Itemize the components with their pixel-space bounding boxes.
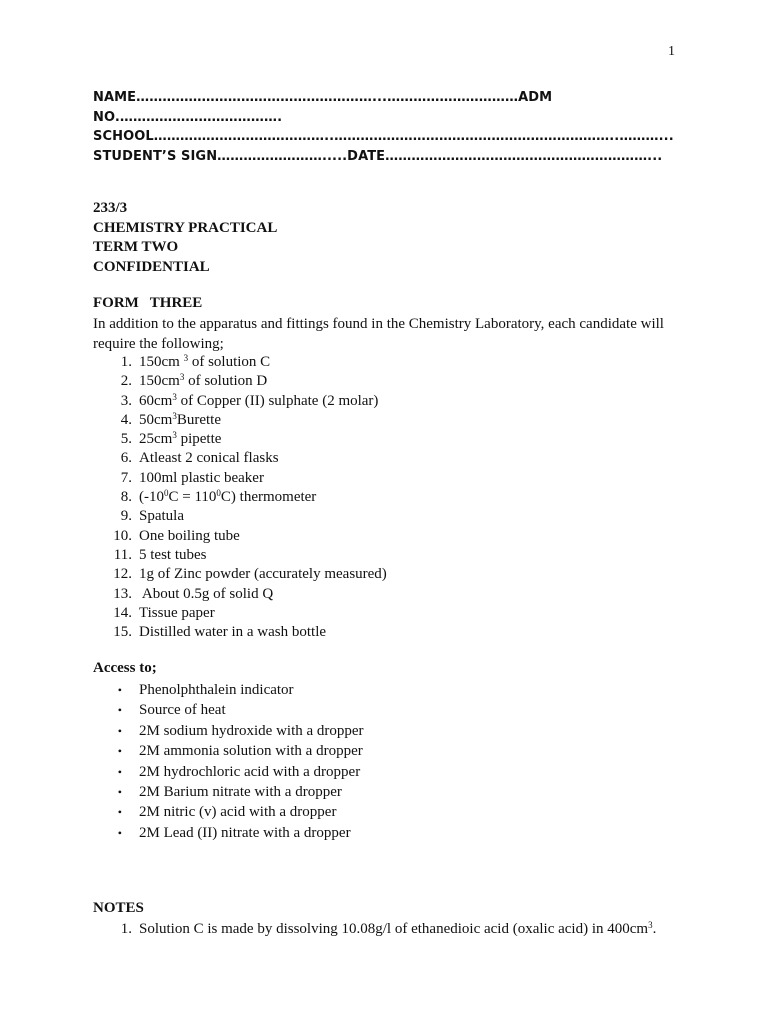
- superscript: 3: [172, 410, 177, 421]
- item-text: [139, 920, 656, 940]
- list-item: [93, 721, 364, 741]
- intro-paragraph: In addition to the apparatus and fittings found in the Chemistry Laboratory, each candidate will require the following;: [93, 316, 664, 352]
- access-item-text: Source of heat: [139, 702, 226, 719]
- item-number: 15.: [113, 624, 132, 641]
- item-text: [139, 488, 316, 507]
- item-text-part: of solution D: [184, 373, 268, 390]
- access-item-text: 2M nitric (v) acid with a dropper: [139, 804, 337, 821]
- adm-no-line: NO.……………………………….: [93, 109, 283, 125]
- item-number: 2.: [120, 373, 132, 390]
- list-item: [93, 353, 387, 372]
- bullet-icon: •: [117, 805, 122, 820]
- item-text-part: Atleast 2 conical flasks: [139, 450, 279, 467]
- item-text: [139, 353, 270, 372]
- item-number: 9.: [120, 508, 132, 525]
- item-number: 10.: [113, 527, 132, 544]
- item-text-part: of solution C: [188, 354, 271, 370]
- list-item: [93, 604, 387, 623]
- superscript: 3: [183, 353, 189, 363]
- bullet-icon: •: [117, 764, 122, 779]
- item-text-part: 50cm: [139, 411, 173, 428]
- item-number: 11.: [113, 546, 132, 563]
- superscript: 0: [164, 488, 169, 499]
- list-item: [93, 392, 387, 411]
- item-number: 12.: [113, 566, 132, 583]
- item-text-part: of Copper (II) sulphate (2 molar): [176, 392, 379, 409]
- list-item: [93, 565, 387, 584]
- item-text: [139, 604, 215, 623]
- access-item-text: 2M ammonia solution with a dropper: [139, 743, 363, 760]
- item-number: 7.: [120, 469, 132, 486]
- superscript: 3: [179, 372, 185, 383]
- item-text: [139, 469, 264, 488]
- item-text-part: Tissue paper: [139, 604, 215, 621]
- item-text-part: 25cm: [139, 431, 173, 448]
- item-text-part: Burette: [176, 411, 221, 428]
- item-number: 14.: [113, 604, 132, 621]
- item-number: 1.: [120, 354, 132, 370]
- item-text-part: 60cm: [139, 392, 173, 409]
- bullet-icon: •: [117, 744, 122, 759]
- item-text: [139, 372, 267, 391]
- item-number: 5.: [120, 431, 132, 448]
- student-details-form: [93, 88, 674, 166]
- item-text-part: 1g of Zinc powder (accurately measured): [139, 566, 387, 583]
- superscript: 3: [172, 430, 177, 441]
- superscript: 0: [216, 488, 221, 499]
- item-number: 6.: [120, 450, 132, 467]
- superscript: 3: [648, 920, 653, 930]
- list-item: [93, 430, 387, 449]
- item-text-part: Spatula: [139, 508, 184, 525]
- access-item-text: 2M hydrochloric acid with a dropper: [139, 763, 361, 780]
- list-item: [93, 802, 364, 822]
- school-line: SCHOOL…………………………………..………………………………………………………..………...: [93, 129, 674, 144]
- superscript: 3: [172, 391, 177, 402]
- item-text-part: 150cm: [139, 373, 180, 390]
- bullet-icon: •: [117, 785, 122, 800]
- list-item: [93, 680, 364, 700]
- item-text-part: Solution C is made by dissolving 10.08g/l of ethanedioic acid (oxalic acid) in 400cm: [139, 921, 649, 937]
- item-number: 3.: [120, 392, 132, 409]
- list-item: [93, 411, 387, 430]
- list-item: [93, 741, 364, 761]
- item-text-part: 5 test tubes: [139, 546, 207, 563]
- page-number: 1: [668, 44, 675, 59]
- access-item-text: Phenolphthalein indicator: [139, 682, 294, 698]
- item-text-part: One boiling tube: [139, 527, 240, 544]
- paper-code: 233/3: [93, 200, 128, 216]
- requirements-list: [93, 353, 387, 642]
- item-text: [139, 527, 240, 546]
- bullet-icon: •: [117, 703, 122, 718]
- name-adm-line: NAME………………………………………………...…………………………ADM: [93, 90, 553, 105]
- paper-term: TERM TWO: [93, 239, 179, 255]
- list-item: [93, 469, 387, 488]
- paper-subject: CHEMISTRY PRACTICAL: [93, 219, 278, 236]
- item-text: [139, 585, 273, 604]
- bullet-icon: •: [117, 825, 122, 840]
- sign-date-line: STUDENT’S SIGN…………………….....DATE……………………………………………………...: [93, 148, 663, 164]
- item-text-part: C) thermometer: [220, 489, 317, 506]
- list-item: [93, 920, 656, 940]
- item-text: [139, 546, 207, 565]
- item-text-part: Distilled water in a wash bottle: [139, 624, 327, 641]
- item-number: 1.: [120, 921, 132, 937]
- item-text: [139, 411, 221, 430]
- notes-list: [93, 920, 656, 940]
- item-text-part: 150cm: [139, 354, 184, 370]
- access-heading: Access to;: [93, 660, 157, 676]
- list-item: [93, 449, 387, 468]
- list-item: [93, 782, 364, 802]
- bullet-icon: •: [117, 723, 122, 738]
- list-item: [93, 488, 387, 507]
- list-item: [93, 623, 387, 642]
- list-item: [93, 507, 387, 526]
- item-text: [139, 623, 326, 642]
- item-text-part: pipette: [176, 431, 222, 448]
- list-item: [93, 762, 364, 782]
- access-item-text: 2M sodium hydroxide with a dropper: [139, 722, 364, 739]
- item-number: 8.: [120, 489, 132, 506]
- item-number: 13.: [113, 585, 132, 602]
- item-text-part: 100ml plastic beaker: [139, 469, 264, 486]
- item-text-part: .: [652, 921, 657, 937]
- item-text: [139, 430, 221, 449]
- item-text: [139, 565, 387, 584]
- list-item: [93, 700, 364, 720]
- notes-heading: NOTES: [93, 900, 144, 916]
- access-item-text: 2M Lead (II) nitrate with a dropper: [139, 824, 351, 841]
- item-text: [139, 392, 378, 411]
- list-item: [93, 585, 387, 604]
- bullet-icon: •: [117, 683, 122, 697]
- list-item: [93, 546, 387, 565]
- item-text: [139, 449, 279, 468]
- paper-header: [93, 199, 277, 277]
- list-item: [93, 372, 387, 391]
- item-number: 4.: [120, 411, 132, 428]
- confidential-label: CONFIDENTIAL: [93, 258, 210, 275]
- item-text: [139, 507, 184, 526]
- access-item-text: 2M Barium nitrate with a dropper: [139, 784, 342, 801]
- access-list: [93, 680, 364, 843]
- form-level-heading: FORM THREE: [93, 295, 203, 311]
- list-item: [93, 527, 387, 546]
- item-text-part: About 0.5g of solid Q: [139, 585, 274, 602]
- list-item: [93, 823, 364, 843]
- item-text-part: (-10: [139, 489, 164, 506]
- item-text-part: C = 110: [168, 489, 217, 506]
